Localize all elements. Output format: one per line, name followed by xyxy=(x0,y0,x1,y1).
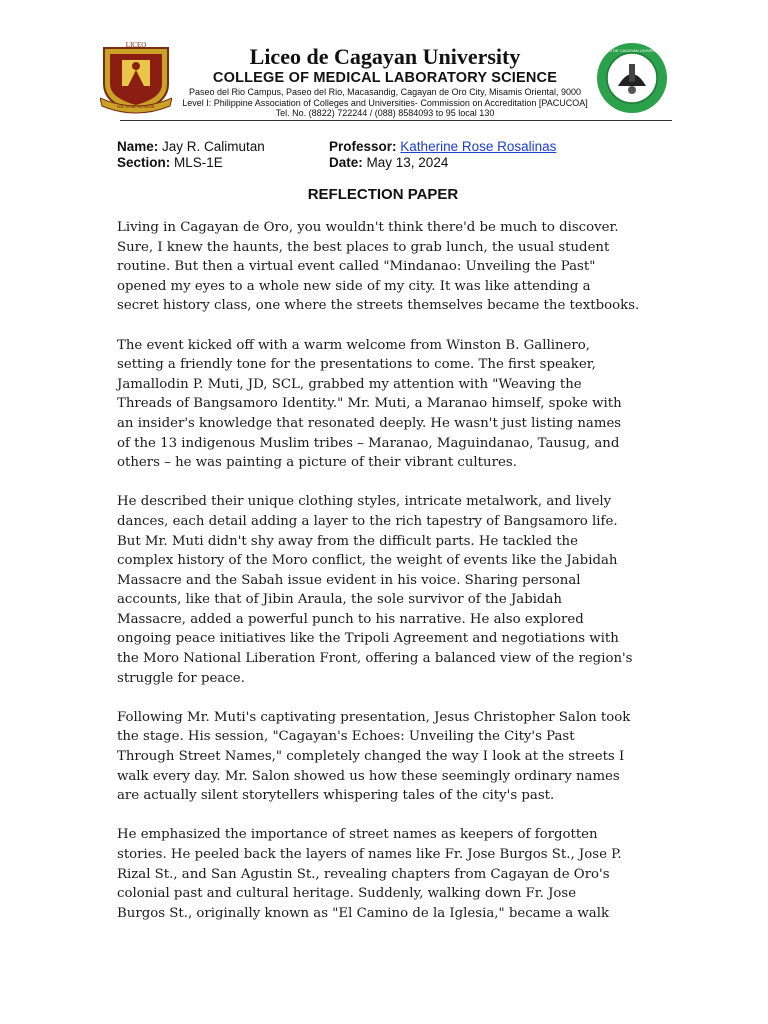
name-value: Jay R. Calimutan xyxy=(162,139,265,154)
header-divider xyxy=(120,120,672,121)
name-label: Name: xyxy=(117,139,159,154)
seal-left-label: LICEO xyxy=(125,41,147,49)
date-row xyxy=(329,155,659,171)
paragraph: He emphasized the importance of street names as keepers of forgotten stories. He peeled back the layers of names like Fr. Jose Burgos St., Jose P. Rizal St., and San Agustin St., revealing chapters from Cagayan de Oro's colonial past and cultural heritage. Suddenly, walking down Fr. Jose Burgos St., originally known as "El Camino de la Iglesia," became a walk xyxy=(117,827,622,921)
reflection-body xyxy=(117,218,657,943)
seal-right-label: LICEO DE CAGAYAN UNIVERSITY xyxy=(600,48,664,53)
accreditation-line: Level I: Philippine Association of Colleges and Universities- Commission on Accreditation [PACUCOA] xyxy=(182,97,588,108)
paragraph: He described their unique clothing styles, intricate metalwork, and lively dances, each detail adding a layer to the rich tapestry of Bangsamoro life. But Mr. Muti didn't shy away from the difficult parts. He tackled the complex history of the Moro conflict, the weight of events like the Jabidah Massacre and the Sabah issue evident in his voice. Sharing personal accounts, like that of Jibin Araula, the sole survivor of the Jabidah Massacre, added a powerful punch to his narrative. He also explored ongoing peace initiatives like the Tripoli Agreement and negotiations with the Moro National Liberation Front, offering a balanced view of the region's struggle for peace. xyxy=(117,494,633,686)
college-name: COLLEGE OF MEDICAL LABORATORY SCIENCE xyxy=(212,70,558,86)
professor-row xyxy=(329,139,659,155)
section-row xyxy=(117,155,327,171)
professor-link[interactable]: Katherine Rose Rosalinas xyxy=(400,139,557,154)
info-right-column xyxy=(329,139,659,171)
letterhead-text xyxy=(174,38,596,119)
section-value: MLS-1E xyxy=(174,155,223,170)
telephone-line: Tel. No. (8822) 722244 / (088) 8584093 to 95 local 130 xyxy=(275,108,495,119)
name-row xyxy=(117,139,327,155)
date-value: May 13, 2024 xyxy=(366,155,449,170)
info-left-column xyxy=(117,139,327,171)
address-line: Paseo del Rio Campus, Paseo del Rio, Macasandig, Cagayan de Oro City, Misamis Oriental, 9000 xyxy=(188,87,582,97)
university-name: Liceo de Cagayan University xyxy=(249,44,521,69)
paragraph: Living in Cagayan de Oro, you wouldn't think there'd be much to discover. Sure, I knew the haunts, the best places to grab lunch, the usual student routine. But then a virtual event called "Mindanao: Unveiling the Past" opened my eyes to a whole new side of my city. It was like attending a secret history class, one where the streets themselves became the textbooks. xyxy=(117,220,640,314)
paragraph: The event kicked off with a warm welcome from Winston B. Gallinero, setting a friendly tone for the presentations to come. The first speaker, Jamallodin P. Muti, JD, SCL, grabbed my attention with "Weaving the Threads of Bangsamoro Identity." Mr. Muti, a Maranao himself, spoke with an insider's knowledge that resonated deeply. He wasn't just listing names of the 13 indigenous Muslim tribes – Maranao, Maguindanao, Tausug, and others – he was painting a picture of their vibrant cultures. xyxy=(117,337,622,471)
letterhead xyxy=(100,38,672,122)
paragraph: Following Mr. Muti's captivating presentation, Jesus Christopher Salon took the stage. His session, "Cagayan's Echoes: Unveiling the City's Past Through Street Names," completely changed the way I look at the streets I walk every day. Mr. Salon showed us how these seemingly ordinary names are actually silent storytellers whispering tales of the city's past. xyxy=(117,709,631,804)
professor-label: Professor: xyxy=(329,139,397,154)
section-label: Section: xyxy=(117,155,171,170)
college-seal-logo xyxy=(596,42,668,114)
university-seal-logo xyxy=(100,40,172,116)
document-title: REFLECTION PAPER xyxy=(307,186,459,203)
date-label: Date: xyxy=(329,155,363,170)
seal-left-motto: NIL SINE NUMINE xyxy=(117,104,155,109)
